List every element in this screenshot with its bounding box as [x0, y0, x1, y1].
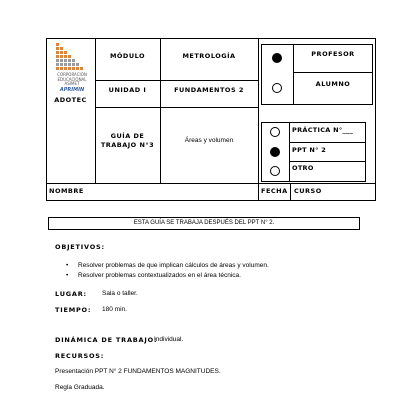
alumno-radio-icon[interactable]	[272, 83, 282, 93]
objetivo-bullet-icon: •	[66, 272, 69, 279]
table-hline	[46, 183, 376, 184]
logo-caption	[50, 73, 94, 87]
curso-label: CURSO	[294, 187, 322, 195]
fecha-label: FECHA	[261, 187, 288, 195]
table-vline	[290, 183, 291, 201]
role-box-line	[261, 104, 373, 105]
table-vline	[258, 38, 259, 201]
logo-line-3: ASIMET	[64, 81, 80, 86]
otro-radio-icon[interactable]	[270, 166, 280, 176]
practica-radio-icon[interactable]	[270, 127, 280, 137]
lugar-value: Sala o taller.	[102, 290, 138, 297]
type-box-line	[261, 122, 262, 182]
logo-line-2: EDUCACIONAL	[57, 76, 87, 82]
type-box-line	[289, 122, 290, 182]
table-hline	[95, 80, 258, 81]
recurso-item: Presentación PPT N° 2 FUNDAMENTOS MAGNITUDES.	[55, 368, 221, 375]
table-border-right	[375, 38, 376, 201]
ppt-radio-icon[interactable]	[270, 147, 280, 157]
alumno-label: ALUMNO	[315, 80, 351, 88]
role-box-line	[261, 44, 262, 105]
guia-title: Áreas y volumen	[184, 137, 234, 144]
guia-label-line-1: GUÍA DE	[110, 132, 145, 140]
recursos-label: RECURSOS:	[55, 352, 105, 360]
profesor-label: PROFESOR	[311, 50, 355, 58]
logo-line-1: CORPORACIÓN	[57, 72, 87, 77]
note-box: ESTA GUÍA SE TRABAJA DESPUÉS DEL PPT N° 2.	[48, 217, 360, 230]
unidad-value: FUNDAMENTOS 2	[174, 86, 244, 94]
type-box-line	[289, 142, 366, 143]
logo-brand: APRIMIN	[59, 87, 85, 93]
objetivos-label: OBJETIVOS:	[55, 243, 105, 251]
practica-label: PRÁCTICA N°___	[292, 126, 354, 134]
modulo-value: METROLOGÍA	[182, 52, 236, 60]
objetivo-bullet-icon: •	[66, 262, 69, 269]
type-box-line	[261, 181, 366, 182]
guia-label	[95, 132, 160, 150]
type-box-line	[289, 161, 366, 162]
ppt-label: PPT N° 2	[292, 146, 327, 154]
unidad-label: UNIDAD I	[108, 86, 147, 94]
objetivo-item: Resolver problemas contextualizados en el área técnica.	[78, 272, 241, 279]
nombre-label: NOMBRE	[49, 187, 84, 195]
role-box-line	[261, 44, 373, 45]
modulo-label: MÓDULO	[109, 52, 146, 60]
tiempo-value: 180 min.	[102, 306, 127, 313]
dinamica-value: Individual.	[154, 336, 184, 343]
guia-label-line-2: TRABAJO N°3	[100, 141, 155, 149]
tiempo-label: TIEMPO:	[55, 306, 92, 314]
table-border-bottom	[46, 200, 376, 201]
profesor-radio-icon[interactable]	[272, 53, 282, 63]
recurso-item: Regla Graduada.	[55, 384, 105, 391]
table-border-left	[46, 38, 47, 201]
table-hline	[95, 107, 258, 108]
otro-label: OTRO	[292, 164, 314, 172]
type-box-line	[261, 122, 366, 123]
lugar-label: LUGAR:	[55, 290, 87, 298]
objetivo-item: Resolver problemas de que implican cálculos de áreas y volumen.	[78, 262, 269, 269]
role-box-line	[372, 44, 373, 105]
dinamica-label: DINÁMICA DE TRABAJO:	[55, 336, 158, 344]
role-box-line	[293, 72, 373, 73]
type-box-line	[365, 122, 366, 182]
org-name: ADOTEC	[54, 96, 87, 104]
